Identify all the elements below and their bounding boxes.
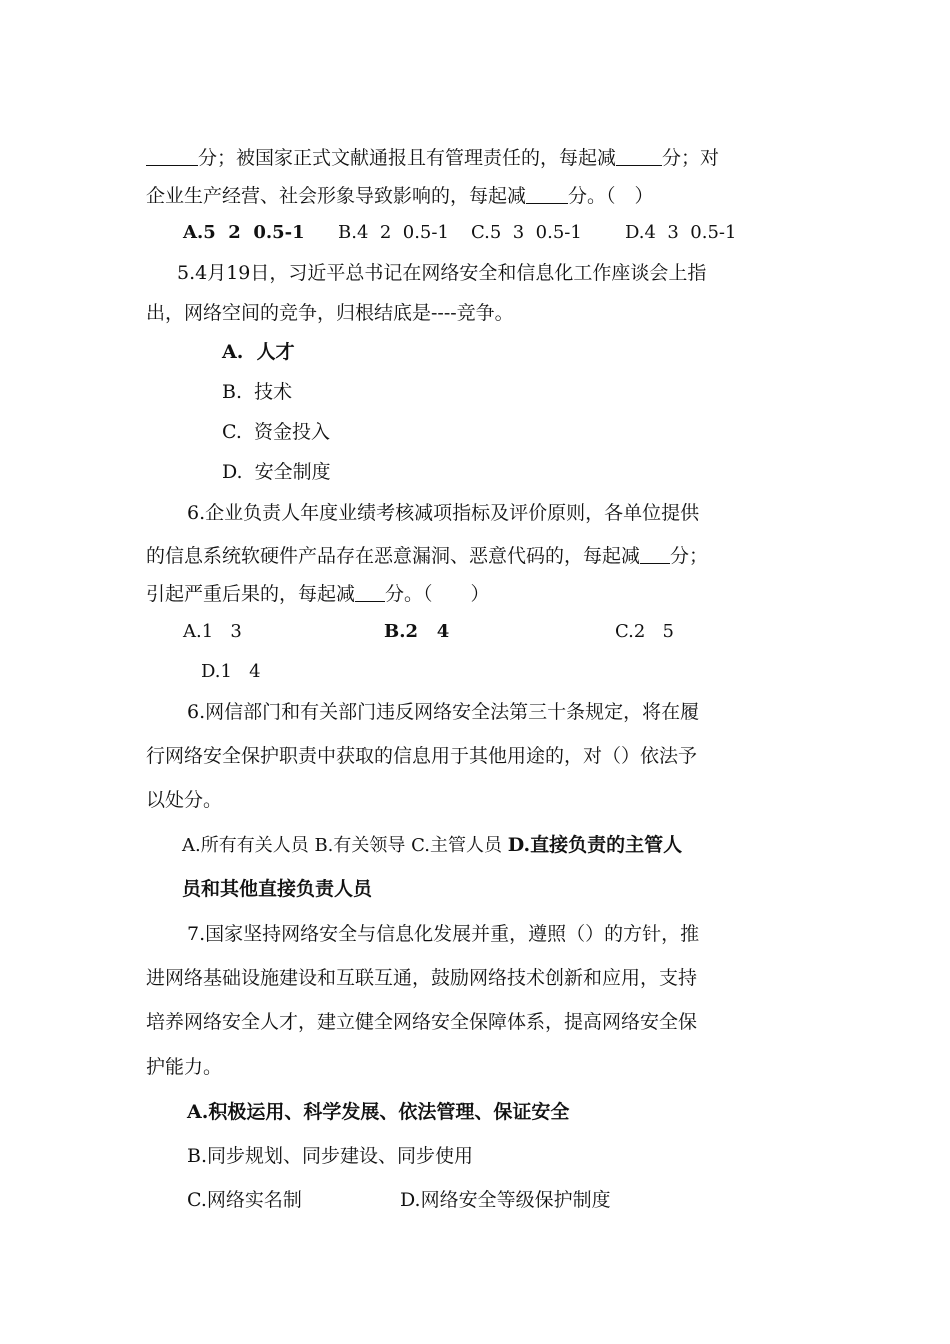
answer-blank bbox=[526, 184, 568, 204]
q6b-options-line-1 bbox=[182, 836, 682, 855]
q6a-option-a: A.1 3 bbox=[183, 621, 242, 642]
q5-option-d: D. 安全制度 bbox=[222, 461, 331, 483]
q4-option-a: A.5 2 0.5-1 bbox=[183, 222, 305, 243]
q5-text-line-1: 5.4月19日，习近平总书记在网络安全和信息化工作座谈会上指 bbox=[177, 262, 707, 284]
q7-option-d: D.网络安全等级保护制度 bbox=[400, 1189, 611, 1211]
q4-text-line-1: 分；被国家正式文献通报且有管理责任的，每起减 分；对 bbox=[146, 146, 719, 168]
q6a-option-c: C.2 5 bbox=[615, 621, 674, 642]
q4-text-line-2: 企业生产经营、社会形象导致影响的，每起减 分。（ ） bbox=[146, 185, 654, 207]
q6b-option-d: D.直接负责的主管人 bbox=[507, 834, 683, 856]
answer-blank bbox=[355, 582, 385, 602]
q7-option-c: C.网络实名制 bbox=[187, 1189, 302, 1211]
q6a-option-b: B.2 4 bbox=[384, 621, 450, 642]
q4-option-c: C.5 3 0.5-1 bbox=[471, 222, 582, 243]
q5-text-line-2: 出，网络空间的竞争，归根结底是----竞争。 bbox=[146, 302, 514, 324]
q4-option-b: B.4 2 0.5-1 bbox=[338, 222, 449, 243]
q5-option-c: C. 资金投入 bbox=[222, 421, 330, 443]
q6a-text-line-1: 6.企业负责人年度业绩考核减项指标及评价原则，各单位提供 bbox=[187, 502, 700, 524]
q7-text-line-3: 培养网络安全人才，建立健全网络安全保障体系，提高网络安全保 bbox=[146, 1011, 698, 1033]
q6b-text-line-2: 行网络安全保护职责中获取的信息用于其他用途的，对（）依法予 bbox=[146, 745, 698, 767]
q5-option-b: B. 技术 bbox=[222, 381, 293, 403]
answer-blank bbox=[616, 146, 662, 166]
q7-option-a: A.积极运用、科学发展、依法管理、保证安全 bbox=[187, 1101, 570, 1123]
q7-text-line-4: 护能力。 bbox=[146, 1056, 223, 1078]
q6b-text-line-1: 6.网信部门和有关部门违反网络安全法第三十条规定，将在履 bbox=[187, 701, 700, 723]
q6a-option-d: D.1 4 bbox=[201, 661, 261, 682]
q7-text-line-2: 进网络基础设施建设和互联互通，鼓励网络技术创新和应用，支持 bbox=[146, 967, 698, 989]
q6b-options-abc: A.所有有关人员 B.有关领导 C.主管人员 bbox=[182, 835, 508, 856]
q6a-text-line-3: 引起严重后果的，每起减 分。（ ） bbox=[146, 583, 490, 605]
q6b-text-line-3: 以处分。 bbox=[146, 789, 223, 811]
q6b-option-d-continued: 员和其他直接负责人员 bbox=[182, 878, 373, 900]
q7-option-b: B.同步规划、同步建设、同步使用 bbox=[187, 1145, 474, 1167]
answer-blank bbox=[146, 146, 198, 166]
q4-option-d: D.4 3 0.5-1 bbox=[625, 222, 737, 243]
q6a-text-line-2: 的信息系统软硬件产品存在恶意漏洞、恶意代码的，每起减 分； bbox=[146, 545, 709, 567]
answer-blank bbox=[640, 544, 670, 564]
q7-text-line-1: 7.国家坚持网络安全与信息化发展并重，遵照（）的方针，推 bbox=[187, 923, 700, 945]
q5-option-a: A. 人才 bbox=[222, 341, 295, 363]
